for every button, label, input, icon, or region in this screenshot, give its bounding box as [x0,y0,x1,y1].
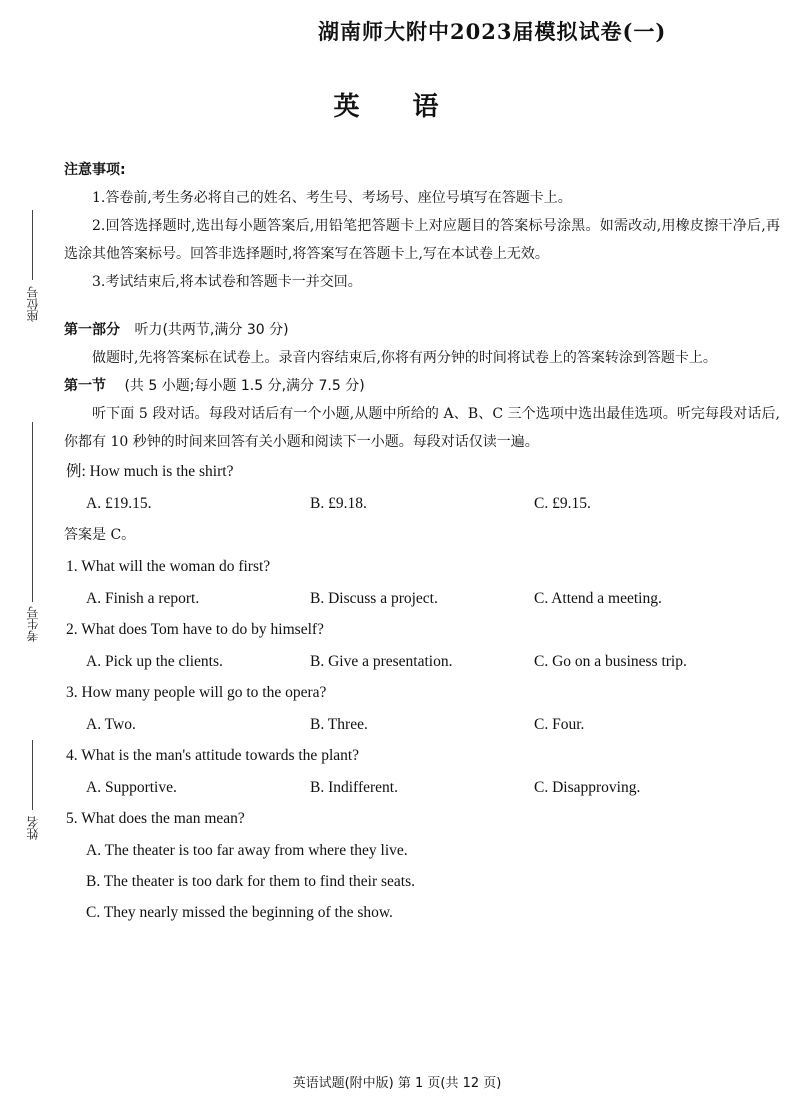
question-4: 4. What is the man's attitude towards the plant? [66,747,360,764]
exam-title: 湖南师大附中2023届模拟试卷(一) [318,19,667,44]
question-4-options [64,772,780,803]
option-c: C. Disapproving. [534,779,641,796]
section1-instruction: 听下面 5 段对话。每段对话后有一个小题,从题中所给的 A、B、C 三个选项中选出最佳选项。听完每段对话后,你都有 10 秒钟的时间来回答有关小题和阅读下一小题。每段对话仅读一遍。 [64,406,780,450]
part1-name: 听力(共两节,满分 30 分) [134,322,289,338]
section1-heading [64,372,780,400]
example-answer: 答案是 C。 [64,527,136,543]
page-footer: 英语试题(附中版) 第 1 页(共 12 页) [292,1076,502,1091]
question-1: 1. What will the woman do first? [66,558,271,575]
option-a: A. Two. [86,716,136,733]
option-a: A. Pick up the clients. [86,653,223,670]
option-b: B. Three. [310,716,368,733]
notice-item-3: 3.考试结束后,将本试卷和答题卡一并交回。 [92,274,362,290]
option-a: A. Supportive. [86,779,177,796]
candidate-number-line [32,422,33,602]
question-5: 5. What does the man mean? [66,810,245,827]
option-c: C. Attend a meeting. [534,590,662,607]
part1-instruction: 做题时,先将答案标在试卷上。录音内容结束后,你将有两分钟的时间将试卷上的答案转涂到答题卡上。 [92,350,717,366]
question-2: 2. What does Tom have to do by himself? [66,621,324,638]
side-margin [18,210,46,860]
notice-item-2: 2.回答选择题时,选出每小题答案后,用铅笔把答题卡上对应题目的答案标号涂黑。如需改动,用橡皮擦干净后,再选涂其他答案标号。回答非选择题时,将答案写在答题卡上,写在本试卷上无效。 [64,218,780,262]
example-option-b: B. £9.18. [310,495,367,512]
option-b: B. Discuss a project. [310,590,438,607]
section1-title: 第一节 [64,378,106,394]
option-a: A. Finish a report. [86,590,200,607]
example-option-c: C. £9.15. [534,495,591,512]
part1-heading [64,316,780,344]
name-line [32,740,33,810]
option-b: B. Give a presentation. [310,653,453,670]
seat-number-label: 座位号 [26,286,40,322]
option-a: A. The theater is too far away from where they live. [86,842,408,859]
option-c: C. Four. [534,716,585,733]
question-3: 3. How many people will go to the opera? [66,684,327,701]
notice-item-1: 1.答卷前,考生务必将自己的姓名、考生号、考场号、座位号填写在答题卡上。 [92,190,572,206]
example-option-a: A. £19.15. [86,495,152,512]
name-label: 姓名 [26,816,40,840]
example-question: 例: How much is the shirt? [66,463,234,480]
option-c: C. Go on a business trip. [534,653,687,670]
question-1-options [64,583,780,614]
example-options [64,488,780,519]
exam-content [64,156,780,928]
seat-number-line [32,210,33,280]
option-b: B. The theater is too dark for them to find their seats. [86,873,416,890]
option-b: B. Indifferent. [310,779,398,796]
option-c: C. They nearly missed the beginning of the show. [86,904,393,921]
notice-heading: 注意事项: [64,162,126,178]
subject-title: 英 语 [333,92,461,122]
section1-info: (共 5 小题;每小题 1.5 分,满分 7.5 分) [124,378,365,394]
part1-title: 第一部分 [64,322,120,338]
candidate-number-label: 考生号 [26,606,40,642]
question-3-options [64,709,780,740]
question-2-options [64,646,780,677]
